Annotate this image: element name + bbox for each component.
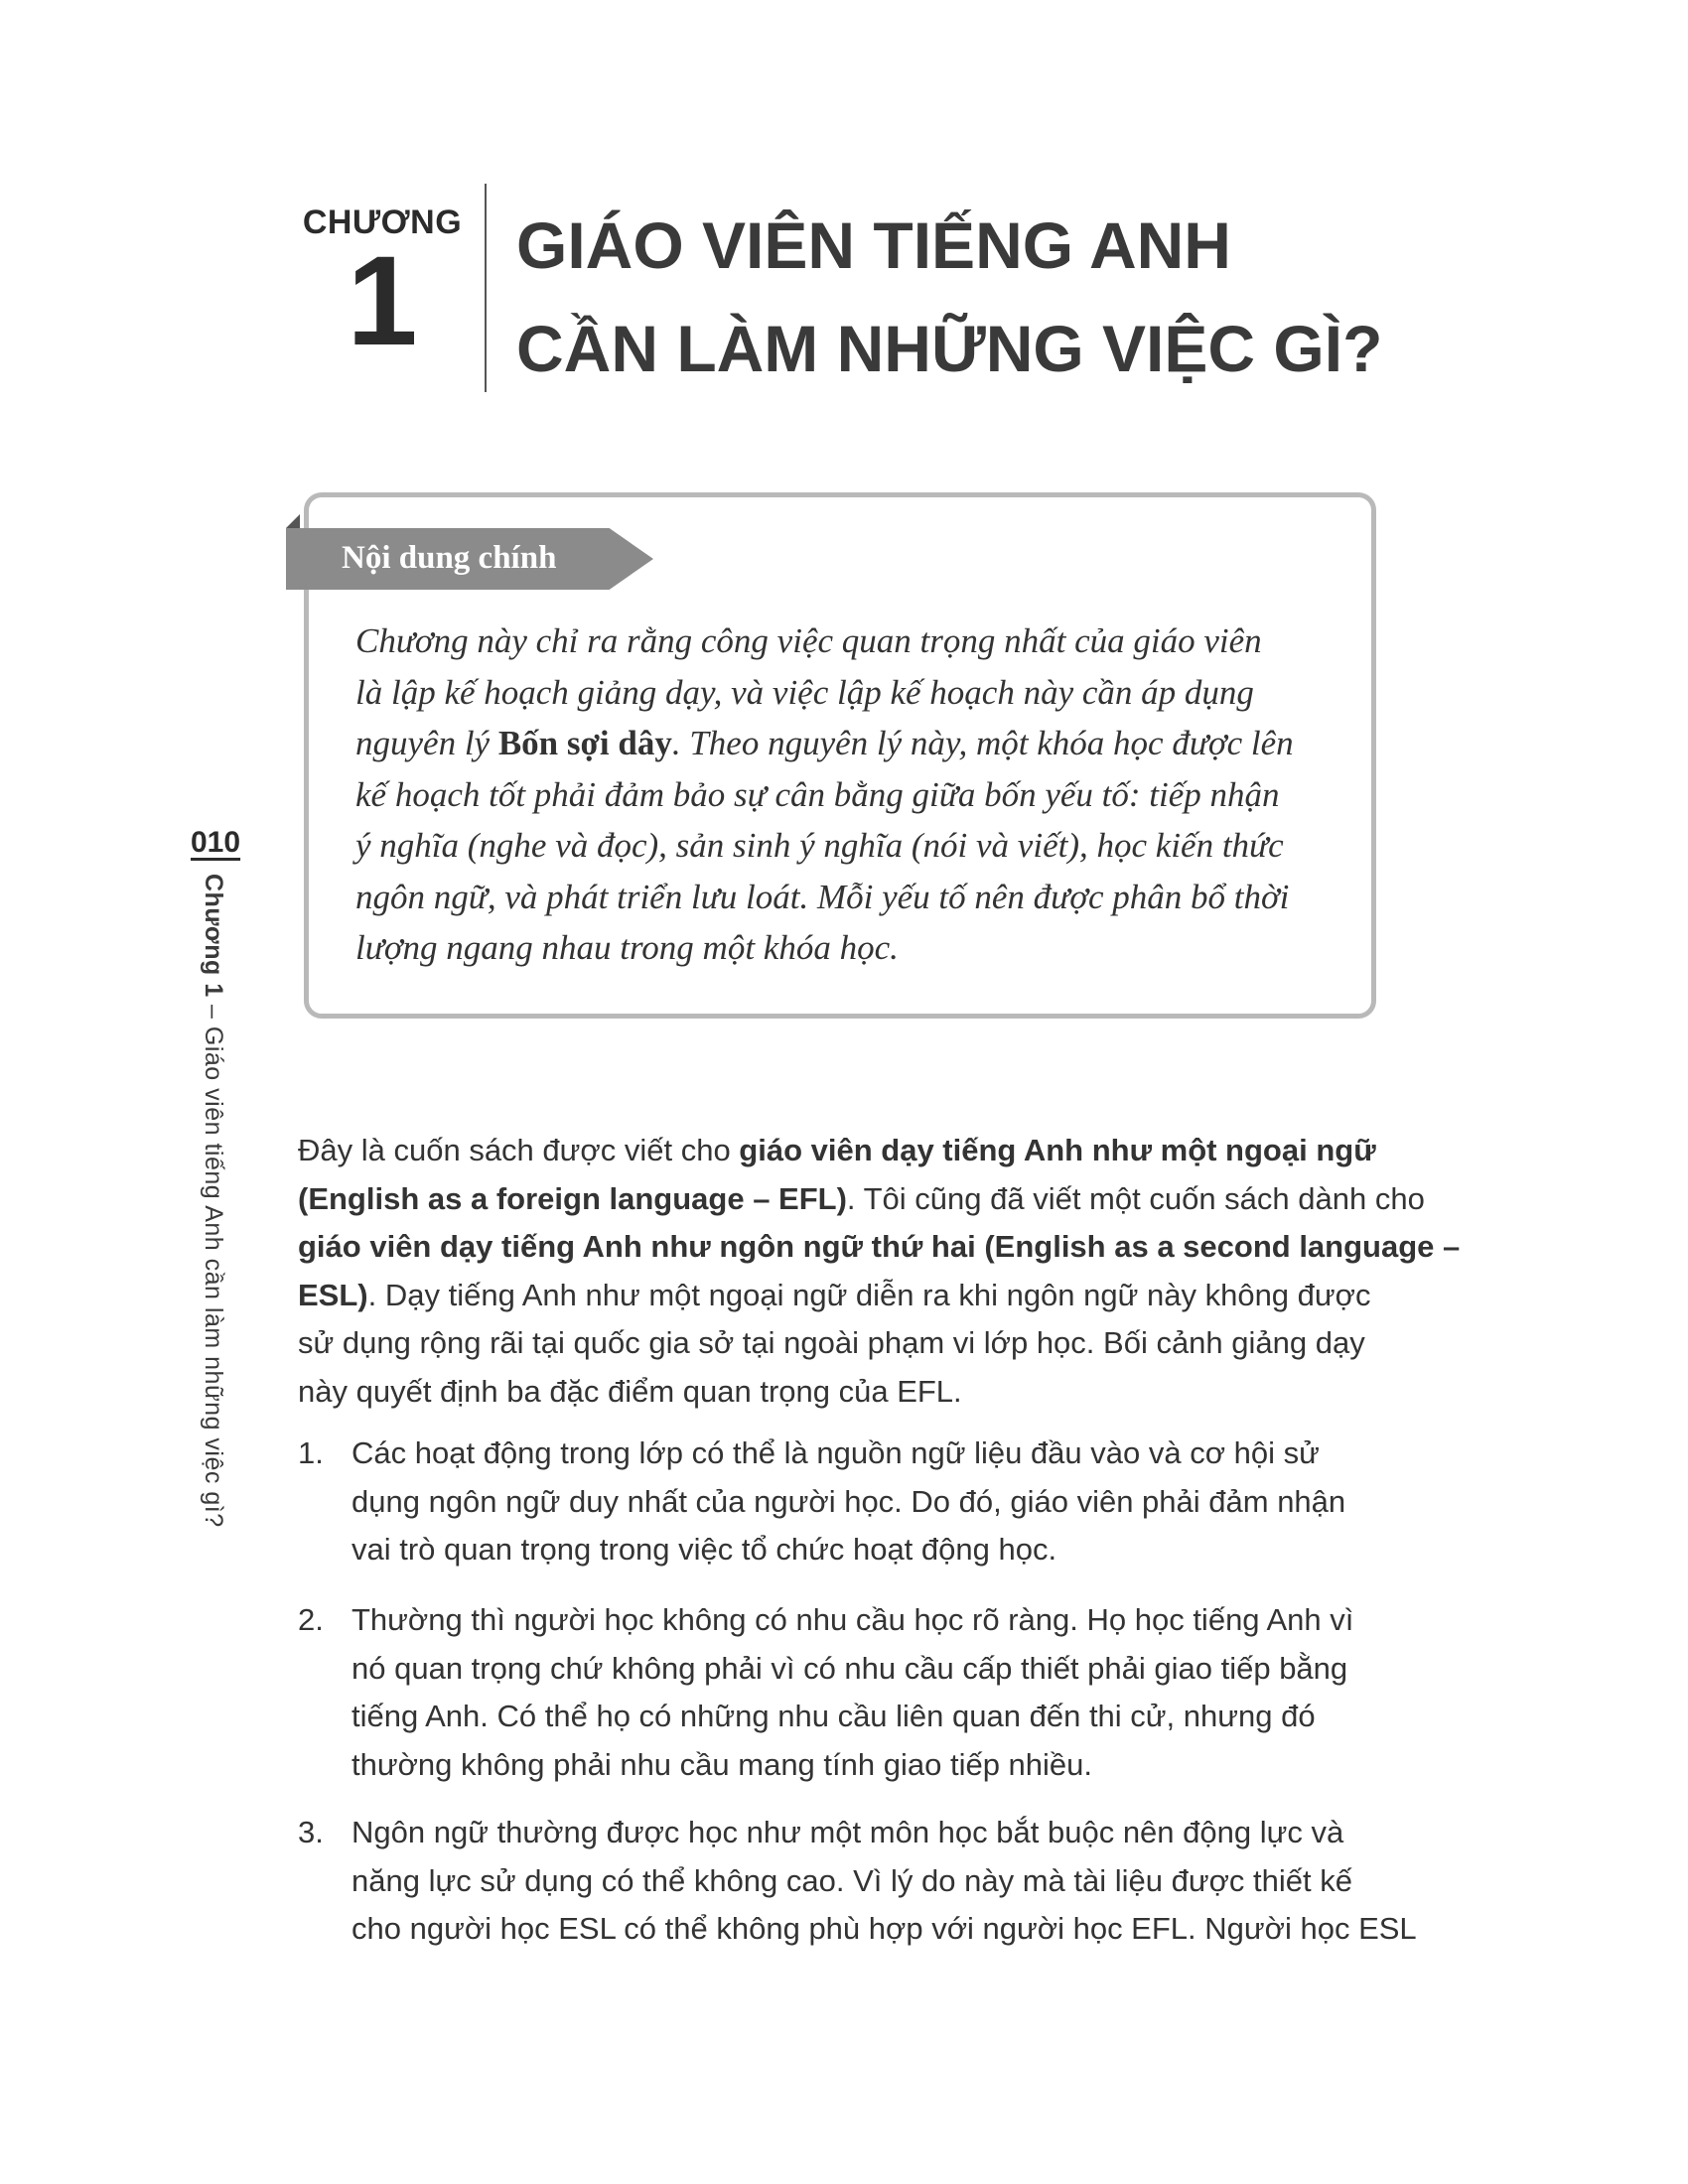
summary-line: ngôn ngữ, và phát triển lưu loát. Mỗi yếu tố nên được phân bổ thời: [355, 877, 1290, 916]
summary-heading: Nội dung chính: [342, 540, 557, 576]
text-run: . Tôi cũng đã viết một cuốn sách dành cho: [846, 1180, 1425, 1216]
summary-text-run: nguyên lý: [355, 724, 498, 762]
list-line: thường không phải nhu cầu mang tính giao tiếp nhiều.: [352, 1746, 1093, 1782]
bold-run: giáo viên dạy tiếng Anh như một ngoại ngữ: [739, 1133, 1376, 1167]
chapter-number: 1: [347, 230, 418, 372]
chapter-divider: [485, 184, 487, 392]
summary-line: ý nghĩa (nghe và đọc), sản sinh ý nghĩa (nói và viết), học kiến thức: [355, 826, 1284, 865]
summary-text: [355, 615, 1338, 974]
list-line: Ngôn ngữ thường được học như một môn học bắt buộc nên động lực và: [352, 1815, 1344, 1849]
summary-line: là lập kế hoạch giảng dạy, và việc lập kế hoạch này cần áp dụng: [355, 672, 1254, 712]
paragraph-line: sử dụng rộng rãi tại quốc gia sở tại ngoài phạm vi lớp học. Bối cảnh giảng dạy: [298, 1325, 1365, 1360]
list-number: 1.: [298, 1435, 324, 1470]
list-number: 3.: [298, 1815, 324, 1849]
paragraph-line: [298, 1175, 1425, 1224]
chapter-title-line: CẦN LÀM NHỮNG VIỆC GÌ?: [516, 312, 1383, 385]
intro-paragraph: [298, 1127, 1461, 1416]
bold-run: giáo viên dạy tiếng Anh như ngôn ngữ thứ hai (English as a second language –: [298, 1229, 1461, 1264]
text-run: . Dạy tiếng Anh như một ngoại ngữ diễn ra khi ngôn ngữ này không được: [367, 1277, 1371, 1312]
paragraph-line: [298, 1272, 1390, 1320]
list-line: Thường thì người học không có nhu cầu học rõ ràng. Họ học tiếng Anh vì: [352, 1602, 1354, 1637]
text-run: Đây là cuốn sách được viết cho: [298, 1133, 740, 1167]
summary-line: Chương này chỉ ra rằng công việc quan trọng nhất của giáo viên: [355, 621, 1262, 660]
running-header-title: – Giáo viên tiếng Anh cần làm những việc gì?: [200, 997, 227, 1528]
page-number: 010: [191, 826, 241, 859]
list-line: cho người học ESL có thể không phù hợp với người học EFL. Người học ESL: [352, 1911, 1417, 1946]
paragraph-line: [298, 1127, 1390, 1175]
paragraph-line: [298, 1223, 1461, 1272]
list-line: năng lực sử dụng có thể không cao. Vì lý do này mà tài liệu được thiết kế: [352, 1862, 1352, 1898]
running-header-chapter: Chương 1: [200, 874, 227, 998]
paragraph-line: này quyết định ba đặc điểm quan trọng của EFL.: [298, 1373, 962, 1409]
summary-line: [355, 718, 1338, 769]
running-header: [199, 874, 227, 1528]
list-line: tiếng Anh. Có thể họ có những nhu cầu liên quan đến thi cử, nhưng đó: [352, 1699, 1316, 1733]
list-line: nó quan trọng chứ không phải vì có nhu cầu cấp thiết phải giao tiếp bằng: [352, 1650, 1348, 1686]
summary-emphasis: Bốn sợi dây: [497, 724, 672, 762]
list-line: Các hoạt động trong lớp có thể là nguồn ngữ liệu đầu vào và cơ hội sử: [352, 1435, 1320, 1470]
chapter-title-line: GIÁO VIÊN TIẾNG ANH: [516, 208, 1231, 282]
summary-line: lượng ngang nhau trong một khóa học.: [355, 928, 899, 967]
bold-run: (English as a foreign language – EFL): [298, 1180, 847, 1216]
summary-tab-fold: [286, 514, 300, 528]
summary-text-run: . Theo nguyên lý này, một khóa học được lên: [671, 724, 1294, 762]
bold-run: ESL): [298, 1277, 368, 1312]
summary-line: kế hoạch tốt phải đảm bảo sự cân bằng giữa bốn yếu tố: tiếp nhận: [355, 774, 1280, 814]
chapter-label: CHƯƠNG: [302, 204, 463, 241]
list-line: dụng ngôn ngữ duy nhất của người học. Do đó, giáo viên phải đảm nhận: [352, 1483, 1346, 1519]
chapter-title: [516, 194, 1609, 400]
list-number: 2.: [298, 1602, 324, 1637]
list-line: vai trò quan trọng trong việc tổ chức hoạt động học.: [352, 1532, 1057, 1567]
